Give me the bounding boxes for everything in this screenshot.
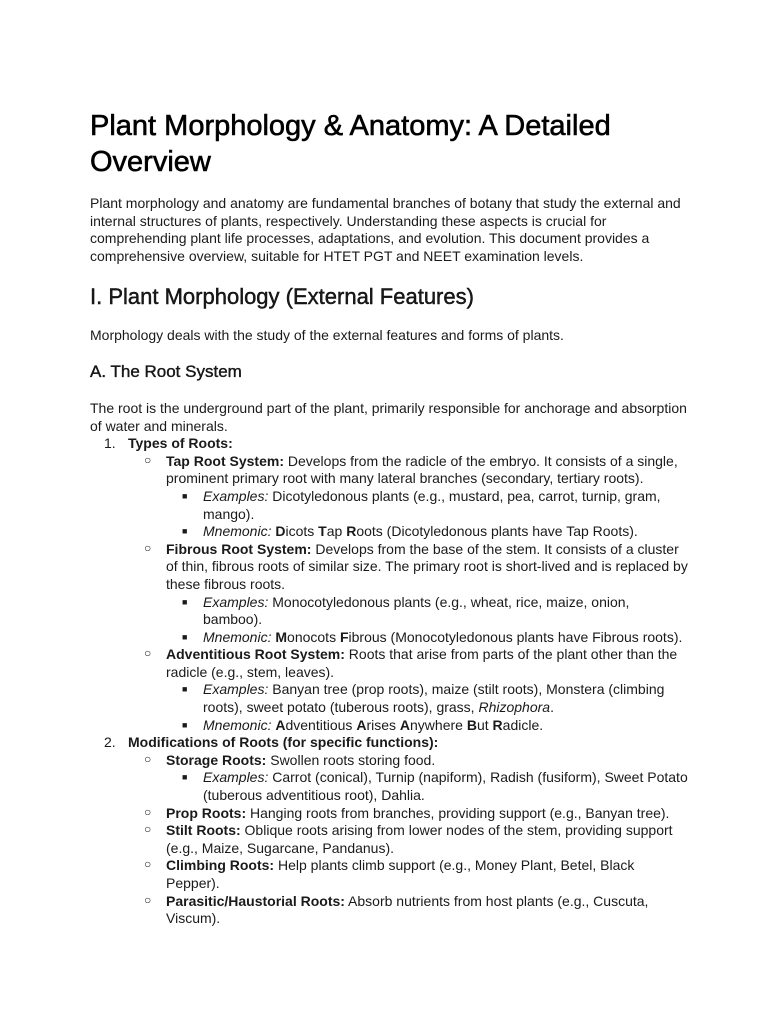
- square-bullet-icon: ■: [182, 631, 188, 642]
- list-item-stilt-roots: [128, 822, 690, 857]
- examples-end: .: [550, 699, 554, 716]
- list-item-label: Types of Roots:: [128, 435, 233, 452]
- term-description: Roots that arise from parts of the plant other than the radicle (e.g., stem, leaves).: [166, 646, 678, 680]
- subsection-heading-root-system: A. The Root System: [90, 361, 242, 381]
- list-item-mnemonic: [166, 523, 690, 541]
- hollow-bullet-icon: ○: [144, 646, 152, 661]
- mnemonic-letter: M: [275, 628, 288, 645]
- term-description: Swollen roots storing food.: [266, 751, 436, 768]
- list-number: 2.: [104, 734, 116, 751]
- document-title: Plant Morphology & Anatomy: A Detailed Overview: [90, 110, 611, 178]
- list-item-fibrous-root: [128, 541, 690, 647]
- mnemonic-text: ibrous (Monocotyledonous plants have Fibrous roots).: [348, 628, 683, 645]
- mnemonic-text: dventitious: [285, 716, 357, 733]
- list-item-examples: [166, 594, 690, 629]
- morphology-intro: Morphology deals with the study of the external features and forms of plants.: [90, 327, 564, 344]
- square-bullet-icon: ■: [182, 596, 188, 607]
- hollow-bullet-icon: ○: [144, 804, 152, 819]
- list-item-modifications-of-roots: [90, 734, 690, 928]
- term-description: Absorb nutrients from host plants (e.g., Cuscuta, Viscum).: [166, 892, 649, 927]
- mnemonic-text: icots: [285, 523, 319, 540]
- term-label: Climbing Roots:: [166, 857, 275, 874]
- term-label: Parasitic/Haustorial Roots:: [166, 892, 345, 909]
- term-description: Hanging roots from branches, providing support (e.g., Banyan tree).: [246, 804, 670, 821]
- examples-italic: Rhizophora: [478, 699, 551, 716]
- root-system-intro: The root is the underground part of the plant, primarily responsible for anchorage and absorption of water and minerals.: [90, 399, 687, 434]
- term-label: Storage Roots:: [166, 751, 267, 768]
- list-item-parasitic-roots: [128, 893, 690, 928]
- examples-text: Monocotyledonous plants (e.g., wheat, rice, maize, onion, bamboo).: [203, 593, 630, 628]
- mnemonic-text: adicle.: [502, 716, 544, 733]
- mnemonic-text: oots (Dicotyledonous plants have Tap Roots).: [356, 523, 638, 540]
- term-description: Help plants climb support (e.g., Money Plant, Betel, Black Pepper).: [166, 857, 635, 891]
- mnemonic-text: rises: [366, 716, 400, 733]
- term-description: Develops from the base of the stem. It consists of a cluster of thin, fibrous roots of similar size. The primary root is short-lived and is replaced by these fibrous roots.: [166, 540, 688, 592]
- list-item-examples: [166, 769, 690, 804]
- root-topics-list: [90, 435, 690, 928]
- mnemonic-letter: F: [339, 628, 349, 645]
- list-item-prop-roots: [128, 805, 690, 823]
- list-item-label: Modifications of Roots (for specific functions):: [128, 734, 439, 751]
- mnemonic-letter: A: [356, 716, 367, 733]
- square-bullet-icon: ■: [182, 719, 188, 730]
- list-number: 1.: [104, 435, 116, 452]
- root-modifications-list: [128, 752, 690, 928]
- mnemonic-letter: A: [399, 716, 411, 733]
- hollow-bullet-icon: ○: [144, 452, 152, 467]
- hollow-bullet-icon: ○: [144, 540, 152, 555]
- hollow-bullet-icon: ○: [144, 751, 152, 766]
- intro-paragraph: Plant morphology and anatomy are fundamental branches of botany that study the external and internal structures of plants, respectively. Understanding these aspects is crucial for comprehending plant life processes, adaptations, and evolution. This document provides a comprehensive overview, suitable for HTET PGT and NEET examination levels.: [90, 195, 681, 264]
- examples-text: Banyan tree (prop roots), maize (stilt roots), Monstera (climbing roots), sweet potato (tuberous roots), grass,: [203, 681, 665, 716]
- mnemonic-label: Mnemonic:: [203, 523, 272, 540]
- square-bullet-icon: ■: [182, 490, 188, 501]
- list-item-examples: [166, 681, 690, 716]
- mnemonic-text: ut: [476, 716, 493, 733]
- list-item-mnemonic: [166, 717, 690, 735]
- square-bullet-icon: ■: [182, 772, 188, 783]
- term-label: Prop Roots:: [166, 804, 247, 821]
- term-description: Develops from the radicle of the embryo. It consists of a single, prominent primary root with many lateral branches (secondary, tertiary roots).: [166, 452, 678, 487]
- mnemonic-letter: D: [275, 523, 286, 540]
- adventitious-root-details: [166, 681, 690, 734]
- list-item-storage-roots: [128, 752, 690, 805]
- root-types-list: [128, 453, 690, 735]
- term-label: Stilt Roots:: [166, 822, 241, 839]
- examples-text: Carrot (conical), Turnip (napiform), Radish (fusiform), Sweet Potato (tuberous adventitious root), Dahlia.: [203, 769, 688, 804]
- list-item-tap-root: [128, 453, 690, 541]
- mnemonic-label: Mnemonic:: [203, 716, 272, 733]
- list-item-mnemonic: [166, 629, 690, 647]
- fibrous-root-details: [166, 594, 690, 647]
- square-bullet-icon: ■: [182, 526, 188, 537]
- section-heading-morphology: I. Plant Morphology (External Features): [90, 284, 474, 310]
- document-page: [90, 108, 690, 928]
- list-item-examples: [166, 488, 690, 523]
- examples-label: Examples:: [203, 593, 269, 610]
- term-label: Adventitious Root System:: [166, 646, 345, 663]
- mnemonic-letter: R: [346, 523, 357, 540]
- mnemonic-text: nywhere: [410, 716, 467, 733]
- list-item-climbing-roots: [128, 857, 690, 892]
- tap-root-details: [166, 488, 690, 541]
- examples-label: Examples:: [203, 487, 269, 504]
- mnemonic-text: ap: [326, 523, 347, 540]
- hollow-bullet-icon: ○: [144, 857, 152, 872]
- mnemonic-text: onocots: [287, 628, 340, 645]
- mnemonic-letter: R: [492, 716, 503, 733]
- examples-text: Dicotyledonous plants (e.g., mustard, pea, carrot, turnip, gram, mango).: [203, 487, 661, 522]
- term-description: Oblique roots arising from lower nodes of the stem, providing support (e.g., Maize, Sugarcane, Pandanus).: [166, 822, 673, 856]
- list-item-types-of-roots: [90, 435, 690, 734]
- examples-label: Examples:: [203, 681, 269, 698]
- hollow-bullet-icon: ○: [144, 822, 152, 837]
- square-bullet-icon: ■: [182, 684, 188, 695]
- mnemonic-letter: A: [275, 716, 286, 733]
- storage-roots-details: [166, 769, 690, 804]
- mnemonic-letter: B: [466, 716, 477, 733]
- mnemonic-letter: T: [318, 523, 327, 540]
- term-label: Tap Root System:: [166, 452, 284, 469]
- mnemonic-label: Mnemonic:: [203, 628, 272, 645]
- hollow-bullet-icon: ○: [144, 892, 152, 907]
- term-label: Fibrous Root System:: [166, 540, 312, 557]
- examples-label: Examples:: [203, 769, 269, 786]
- list-item-adventitious-root: [128, 646, 690, 734]
